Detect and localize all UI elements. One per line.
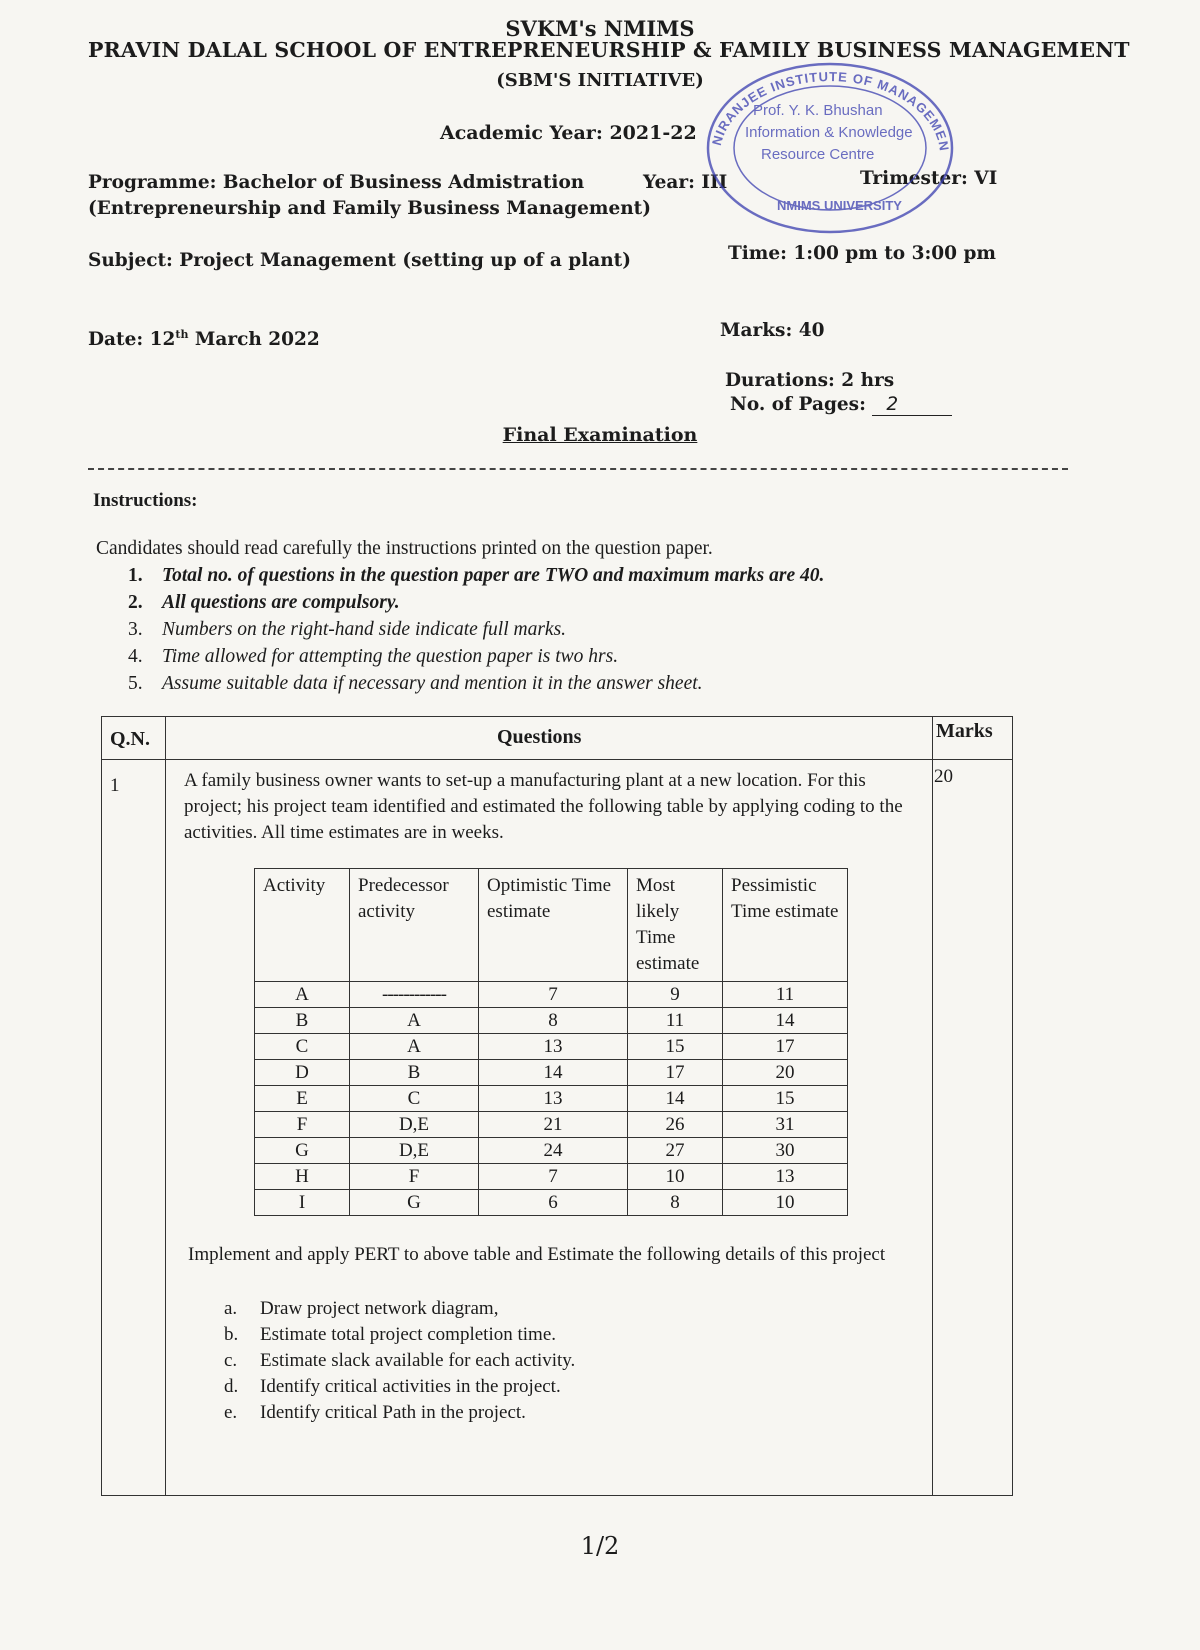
activity-cell: ------------ (350, 982, 479, 1008)
activity-cell: C (255, 1034, 350, 1060)
activity-cell: A (350, 1034, 479, 1060)
separator (88, 468, 1068, 470)
programme: Programme: Bachelor of Business Admistration (88, 172, 585, 193)
activity-cell: B (255, 1008, 350, 1034)
activity-cell: I (255, 1190, 350, 1216)
activity-row (255, 1190, 848, 1216)
activity-cell: 11 (628, 1008, 723, 1034)
activity-cell: 13 (723, 1164, 848, 1190)
activity-cell: 6 (479, 1190, 628, 1216)
instructions-intro: Candidates should read carefully the instructions printed on the question paper. (96, 538, 713, 559)
activity-row (255, 1086, 848, 1112)
implement-instruction: Implement and apply PERT to above table and Estimate the following details of this project (188, 1244, 886, 1265)
col-header-questions: Questions (497, 726, 582, 748)
task-item: c. Estimate slack available for each activity. (224, 1350, 576, 1371)
activity-cell: H (255, 1164, 350, 1190)
instructions-list (128, 565, 824, 700)
activity-cell: 14 (628, 1086, 723, 1112)
instruction-item: 4. Time allowed for attempting the question paper is two hrs. (128, 646, 619, 667)
activity-table (254, 868, 848, 1216)
university-name: SVKM's NMIMS (505, 16, 695, 41)
subject: Subject: Project Management (setting up of a plant) (88, 250, 631, 271)
instruction-item: 3. Numbers on the right-hand side indicate full marks. (128, 619, 567, 640)
activity-col-header: Most likely Time estimate (628, 869, 723, 982)
academic-year: Academic Year: 2021-22 (440, 122, 697, 144)
activity-cell: F (255, 1112, 350, 1138)
task-item: e. Identify critical Path in the project. (224, 1402, 526, 1423)
duration: Durations: 2 hrs (725, 370, 895, 391)
school-name: PRAVIN DALAL SCHOOL OF ENTREPRENEURSHIP & FAMILY BUSINESS MANAGEMENT (88, 38, 1130, 62)
activity-col-header: Optimistic Time estimate (479, 869, 628, 982)
table-divider (102, 759, 1012, 760)
library-stamp (705, 60, 955, 235)
activity-cell: 31 (723, 1112, 848, 1138)
activity-cell: 8 (479, 1008, 628, 1034)
activity-cell: 11 (723, 982, 848, 1008)
activity-cell: 8 (628, 1190, 723, 1216)
activity-cell: D,E (350, 1138, 479, 1164)
instruction-item: 1. Total no. of questions in the question paper are TWO and maximum marks are 40. (128, 565, 825, 586)
initiative-label: (SBM'S INITIATIVE) (496, 70, 704, 91)
activity-cell: D,E (350, 1112, 479, 1138)
question-text: A family business owner wants to set-up a manufacturing plant at a new location. For this project; his project team identified and estimated the following table by applying coding to the activities. All time estimates are in weeks. (184, 770, 903, 843)
task-item: a. Draw project network diagram, (224, 1298, 499, 1319)
activity-cell: G (255, 1138, 350, 1164)
activity-row (255, 1112, 848, 1138)
activity-cell: 20 (723, 1060, 848, 1086)
exam-date: Date: 12th March 2022 (88, 328, 320, 351)
exam-time: Time: 1:00 pm to 3:00 pm (728, 243, 996, 264)
activity-cell: 15 (628, 1034, 723, 1060)
page-count: No. of Pages: 2 (730, 394, 952, 416)
col-header-marks: Marks (936, 720, 993, 742)
stamp-line-3: Resource Centre (761, 146, 875, 163)
activity-cell: 24 (479, 1138, 628, 1164)
activity-cell: 7 (479, 982, 628, 1008)
activity-cell: 30 (723, 1138, 848, 1164)
activity-col-header: Pessimistic Time estimate (723, 869, 848, 982)
activity-cell: A (350, 1008, 479, 1034)
page-count-value: 2 (872, 394, 952, 416)
activity-cell: 21 (479, 1112, 628, 1138)
activity-cell: D (255, 1060, 350, 1086)
activity-cell: 10 (628, 1164, 723, 1190)
page-number: 1/2 (580, 1532, 620, 1560)
activity-col-header: Predecessor activity (350, 869, 479, 982)
activity-cell: G (350, 1190, 479, 1216)
activity-cell: 15 (723, 1086, 848, 1112)
activity-col-header: Activity (255, 869, 350, 982)
activity-cell: 17 (628, 1060, 723, 1086)
activity-cell: 10 (723, 1190, 848, 1216)
col-header-qn: Q.N. (110, 728, 150, 750)
activity-row (255, 1138, 848, 1164)
table-divider (932, 717, 933, 1495)
activity-cell: 27 (628, 1138, 723, 1164)
activity-row (255, 1060, 848, 1086)
table-divider (165, 717, 166, 1495)
instruction-item: 2. All questions are compulsory. (128, 592, 400, 613)
activity-row (255, 1164, 848, 1190)
activity-cell: 13 (479, 1086, 628, 1112)
question-marks: 20 (934, 766, 953, 787)
task-list (224, 1298, 575, 1428)
activity-cell: F (350, 1164, 479, 1190)
year: Year: III (643, 172, 728, 193)
activity-cell: A (255, 982, 350, 1008)
activity-cell: 17 (723, 1034, 848, 1060)
activity-cell: 14 (723, 1008, 848, 1034)
exam-title: Final Examination (502, 424, 698, 446)
activity-cell: 26 (628, 1112, 723, 1138)
activity-cell: 9 (628, 982, 723, 1008)
instruction-item: 5. Assume suitable data if necessary and mention it in the answer sheet. (128, 673, 703, 694)
task-item: d. Identify critical activities in the project. (224, 1376, 561, 1397)
stamp-bottom: NMIMS UNIVERSITY (777, 198, 902, 213)
total-marks: Marks: 40 (720, 320, 825, 341)
trimester: Trimester: VI (860, 168, 998, 189)
task-item: b. Estimate total project completion time. (224, 1324, 557, 1345)
activity-row (255, 1008, 848, 1034)
activity-row (255, 1034, 848, 1060)
activity-cell: B (350, 1060, 479, 1086)
activity-table-header (255, 869, 848, 982)
stamp-line-2: Information & Knowledge (745, 124, 913, 141)
activity-cell: 14 (479, 1060, 628, 1086)
activity-table-body (255, 982, 848, 1216)
programme-specialization: (Entrepreneurship and Family Business Management) (88, 198, 651, 219)
stamp-line-1: Prof. Y. K. Bhushan (753, 102, 883, 119)
activity-cell: C (350, 1086, 479, 1112)
instructions-heading: Instructions: (93, 490, 198, 511)
activity-row (255, 982, 848, 1008)
activity-cell: E (255, 1086, 350, 1112)
svg-text:NIRANJEE INSTITUTE OF MANAGEME: NIRANJEE INSTITUTE OF MANAGEMEN (708, 68, 953, 153)
activity-cell: 13 (479, 1034, 628, 1060)
question-number: 1 (110, 775, 120, 796)
activity-cell: 7 (479, 1164, 628, 1190)
